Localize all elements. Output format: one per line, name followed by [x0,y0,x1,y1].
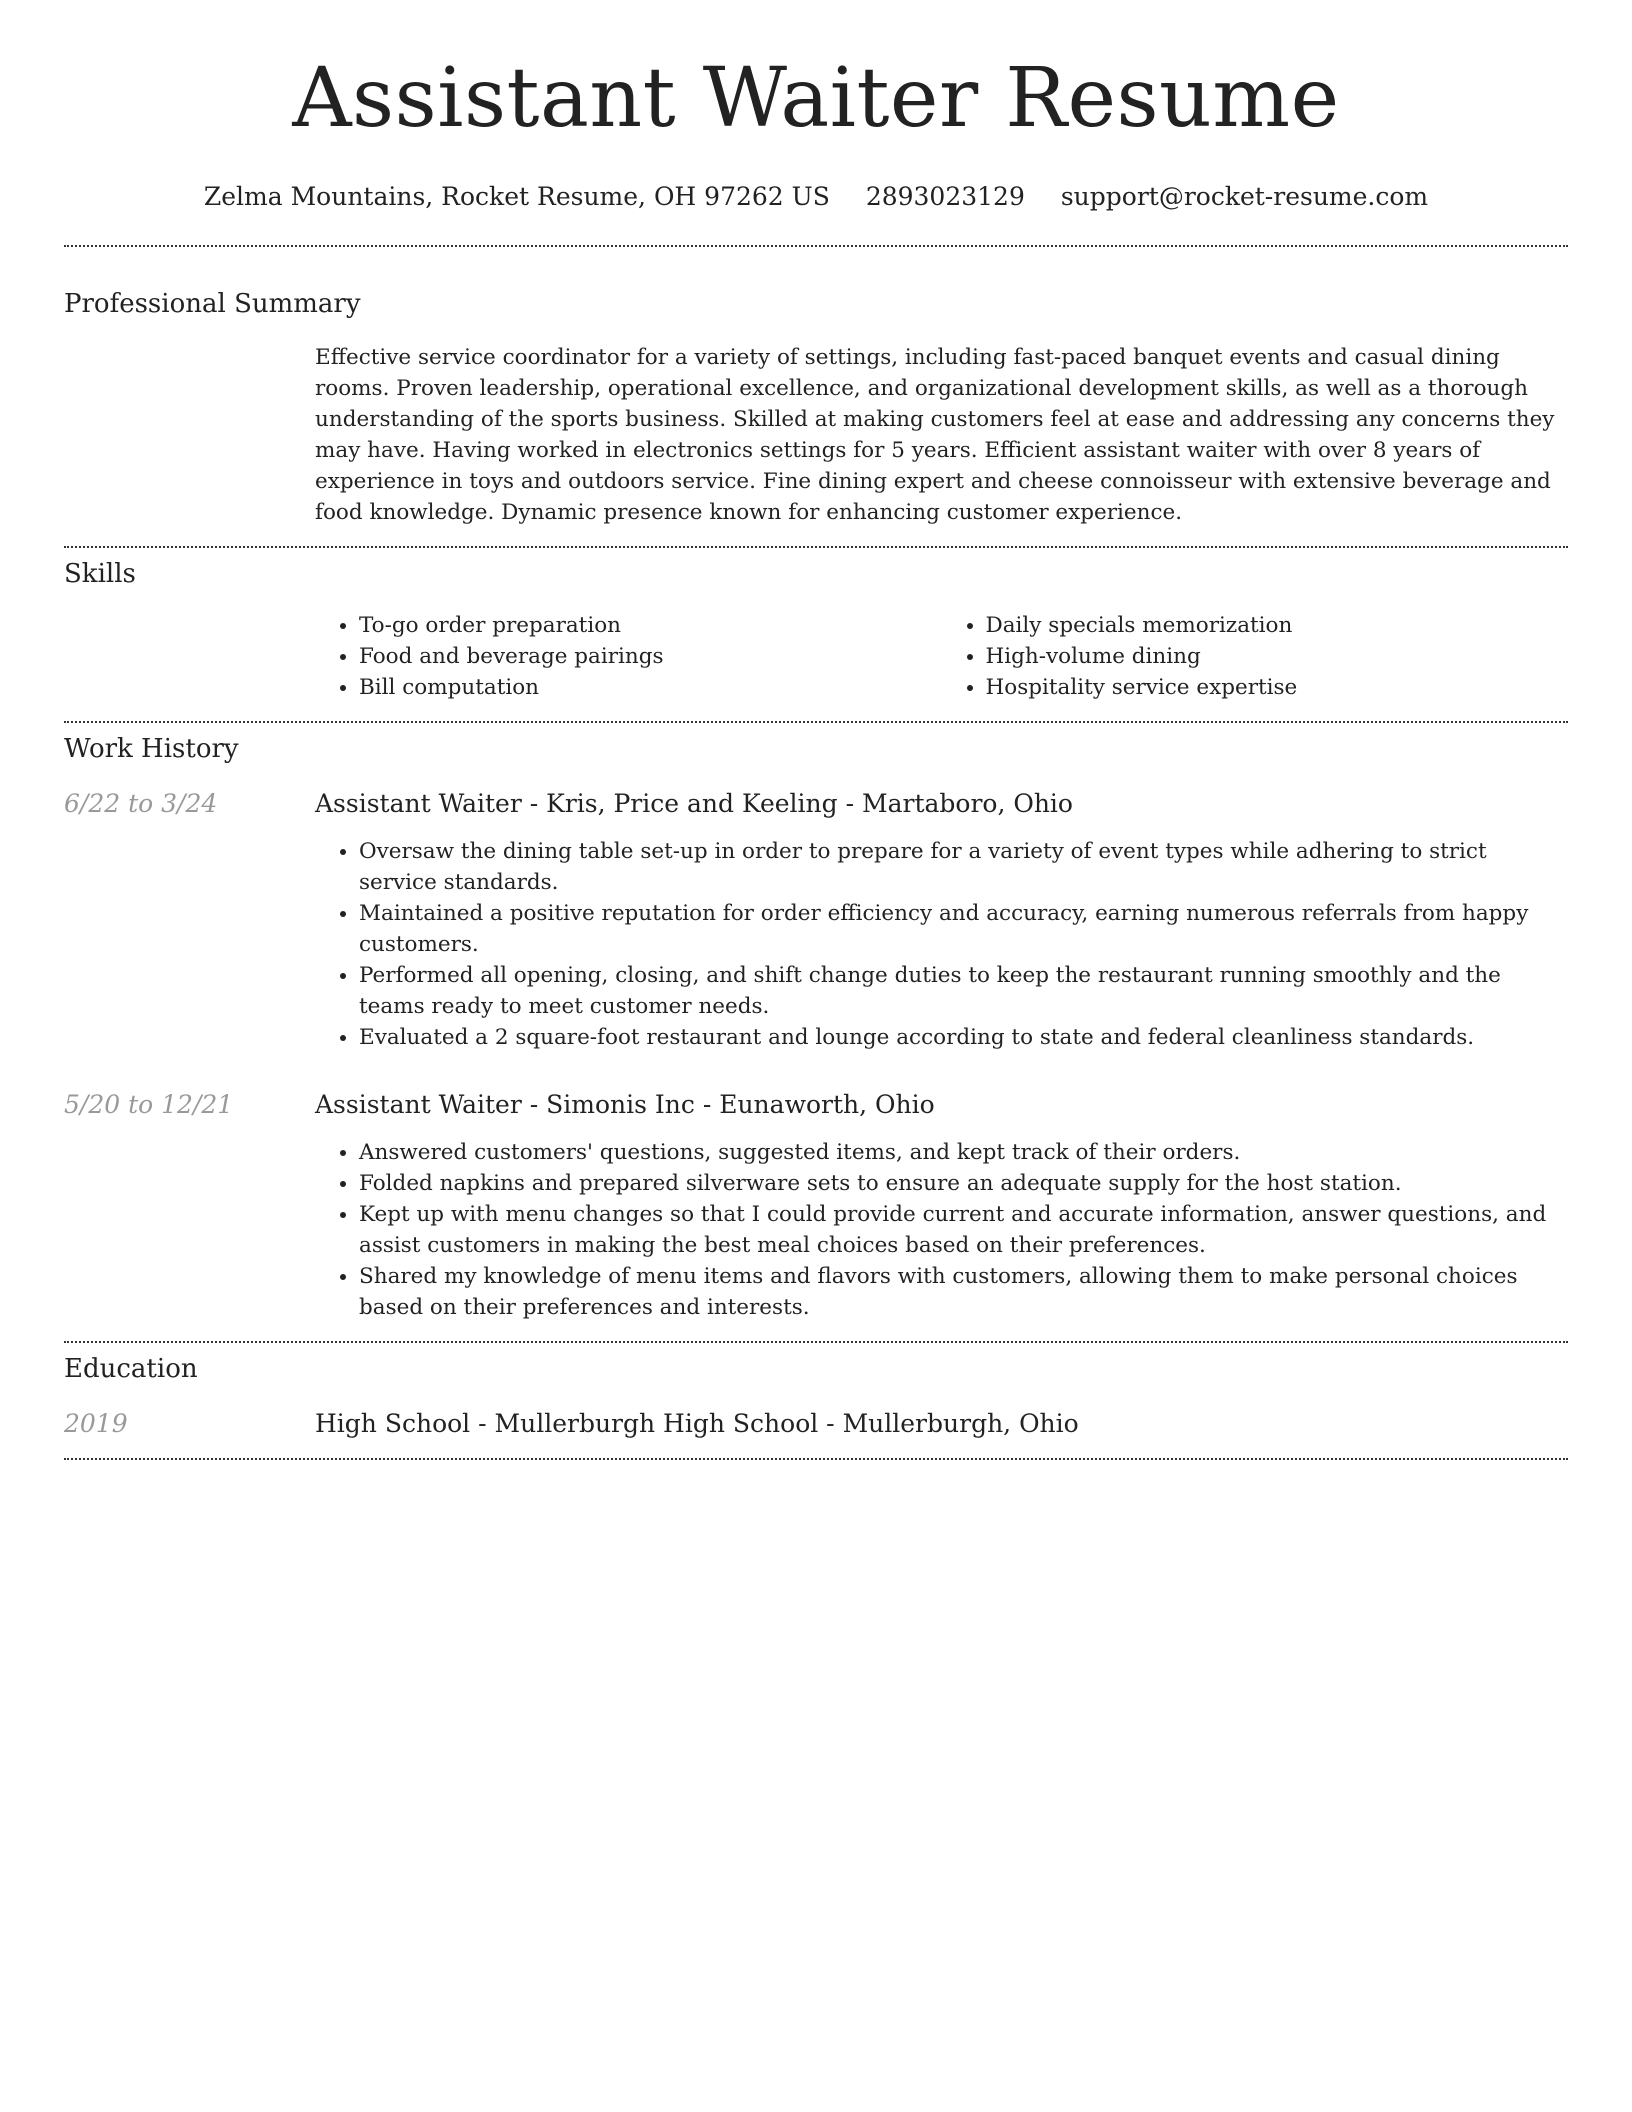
summary-text: Effective service coordinator for a variety of settings, including fast-paced banquet events and casual dining rooms. Proven leadership, operational excellence, and organizational development skills, as well as a thorough understanding of the sports business. Skilled at making customers feel at ease and addressing any concerns they may have. Having worked in electronics settings for 5 years. Efficient assistant waiter with over 8 years of experience in toys and outdoors service. Fine dining expert and cheese connoisseur with extensive beverage and food knowledge. Dynamic presence known for enhancing customer experience. [315,345,1555,525]
skills-grid [315,610,1568,703]
work-section [64,723,1568,1323]
contact-phone: 2893023129 [865,182,1025,211]
skill-item: • Bill computation [359,672,942,703]
skills-list-2 [942,610,1569,703]
job-bullets [315,1137,1568,1323]
skills-section [64,548,1568,703]
job-dates: 5/20 to 12/21 [64,1090,234,1119]
summary-section [64,247,1568,528]
work-heading: Work History [64,734,239,764]
skills-left-spacer [64,610,315,703]
job-entry [64,788,1568,1053]
job-title: Assistant Waiter - Simonis Inc - Eunaworth, Ohio [315,1090,935,1119]
skill-item: • Daily specials memorization [986,610,1569,641]
divider [64,1458,1568,1460]
job-bullet: • Maintained a positive reputation for order efficiency and accuracy, earning numerous referrals from happy customers. [359,898,1568,960]
resume-title: Assistant Waiter Resume [292,51,1340,146]
contact-address: Zelma Mountains, Rocket Resume, OH 97262 US [203,182,830,211]
job-bullet: • Evaluated a 2 square-foot restaurant and lounge according to state and federal cleanliness standards. [359,1022,1568,1053]
skill-item: • Hospitality service expertise [986,672,1569,703]
job-bullet: • Performed all opening, closing, and shift change duties to keep the restaurant running smoothly and the teams ready to meet customer needs. [359,960,1568,1022]
skill-item: • To-go order preparation [359,610,942,641]
education-section [64,1343,1568,1440]
skills-heading: Skills [64,559,136,589]
skill-item: • Food and beverage pairings [359,641,942,672]
skill-item: • High-volume dining [986,641,1569,672]
job-dates: 6/22 to 3/24 [64,789,218,818]
education-dates: 2019 [64,1409,128,1438]
summary-heading: Professional Summary [64,289,361,319]
job-bullets [315,836,1568,1053]
contact-info [64,182,1568,211]
education-entry [64,1408,1568,1440]
education-heading: Education [64,1354,198,1384]
job-bullet: • Shared my knowledge of menu items and flavors with customers, allowing them to make personal choices based on their preferences and interests. [359,1261,1568,1323]
contact-email: support@rocket-resume.com [1060,182,1429,211]
job-bullet: • Answered customers' questions, suggested items, and kept track of their orders. [359,1137,1568,1168]
job-bullet: • Kept up with menu changes so that I could provide current and accurate information, answer questions, and assist customers in making the best meal choices based on their preferences. [359,1199,1568,1261]
education-title: High School - Mullerburgh High School - Mullerburgh, Ohio [315,1409,1079,1438]
job-entry [64,1089,1568,1323]
job-bullet: • Oversaw the dining table set-up in order to prepare for a variety of event types while adhering to strict service standards. [359,836,1568,898]
skills-list-1 [315,610,942,703]
job-title: Assistant Waiter - Kris, Price and Keeling - Martaboro, Ohio [315,789,1073,818]
summary-left-spacer [64,342,315,528]
job-bullet: • Folded napkins and prepared silverware sets to ensure an adequate supply for the host station. [359,1168,1568,1199]
